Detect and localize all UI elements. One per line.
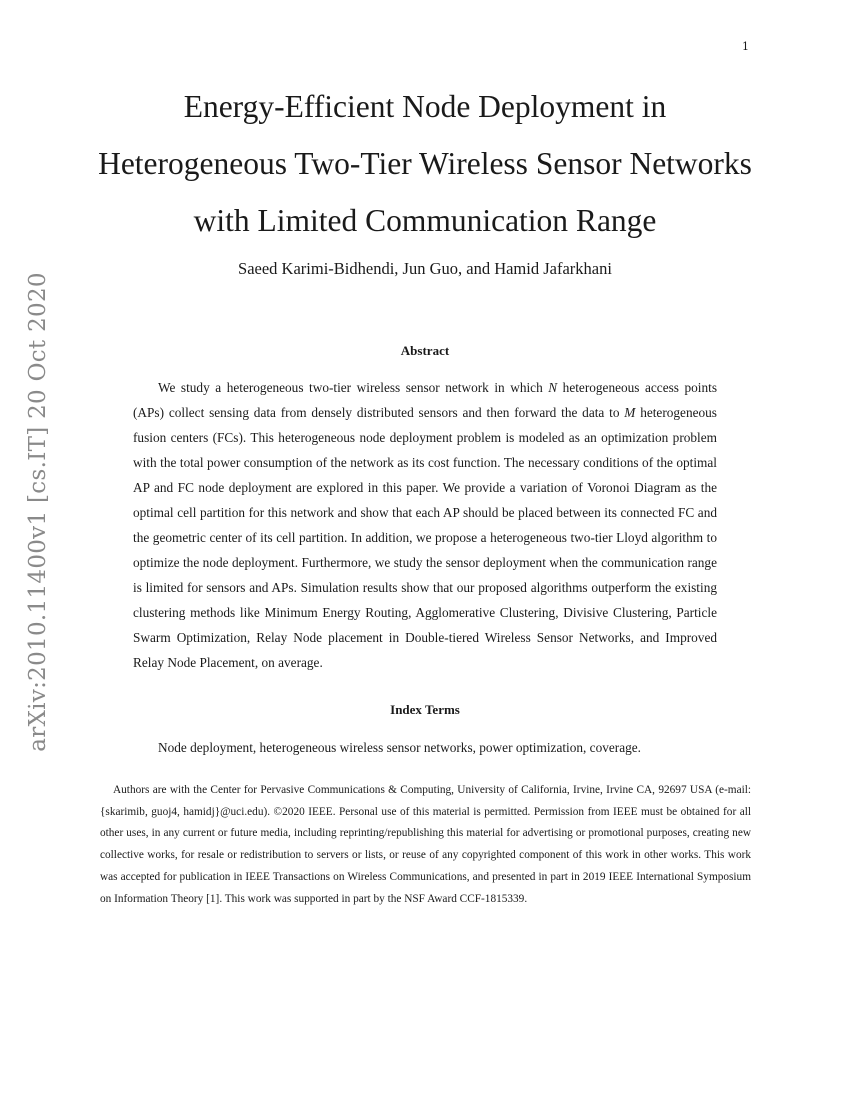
abstract-text-part-2: heterogeneous access points (APs) collect sensing data from densely distributed sensors and then forward the data to [133,380,717,420]
author-list: Saeed Karimi-Bidhendi, Jun Guo, and Hamid Jafarkhani [238,259,612,278]
author-affiliation-footnote: Authors are with the Center for Pervasive Communications & Computing, University of California, Irvine, Irvine CA, 92697 USA (e-mail: {skarimib, guoj4, hamidj}@uci.edu). ©2020 IEEE. Personal use of this material is permitted. Permission from IEEE must be obtained for all other uses, in any current or future media, including reprinting/republishing this material for advertising or promotional purposes, creating new collective works, for resale or redistribution to servers or lists, or reuse of any copyrighted component of this work in other works. This work was accepted for publication in IEEE Transactions on Wireless Communications, and presented in part in 2019 IEEE International Symposium on Information Theory [1]. This work was supported in part by the NSF Award CCF-1815339. [100,784,751,905]
variable-m: M [624,405,636,420]
abstract-text [133,375,717,675]
abstract-text-part-3: heterogeneous fusion centers (FCs). This heterogeneous node deployment problem is modeled as an optimization problem with the total power consumption of the network as its cost function. The necessary conditions of the optimal AP and FC node deployment are explored in this paper. We provide a variation of Voronoi Diagram as the optimal cell partition for this network and show that each AP should be placed between its connected FC and the geometric center of its cell partition. In addition, we propose a heterogeneous two-tier Lloyd algorithm to optimize the node deployment. Furthermore, we study the sensor deployment when the communication range is limited for sensors and APs. Simulation results show that our proposed algorithms outperform the existing clustering methods like Minimum Energy Routing, Agglomerative Clustering, Divisive Clustering, Particle Swarm Optimization, Relay Node placement in Double-tiered Wireless Sensor Networks, and Improved Relay Node Placement, on average. [133,405,717,670]
page-number: 1 [742,40,749,53]
arxiv-identifier-stamp: arXiv:2010.11400v1 [cs.IT] 20 Oct 2020 [25,272,51,752]
index-terms-heading: Index Terms [390,702,460,717]
variable-n: N [548,380,558,395]
abstract-heading: Abstract [400,343,450,358]
abstract-text-part-1: We study a heterogeneous two-tier wireless sensor network in which [158,380,549,395]
paper-title: Energy-Efficient Node Deployment in Heterogeneous Two-Tier Wireless Sensor Networks with Limited Communication Range [98,89,752,238]
index-terms-text: Node deployment, heterogeneous wireless sensor networks, power optimization, coverage. [158,740,641,755]
